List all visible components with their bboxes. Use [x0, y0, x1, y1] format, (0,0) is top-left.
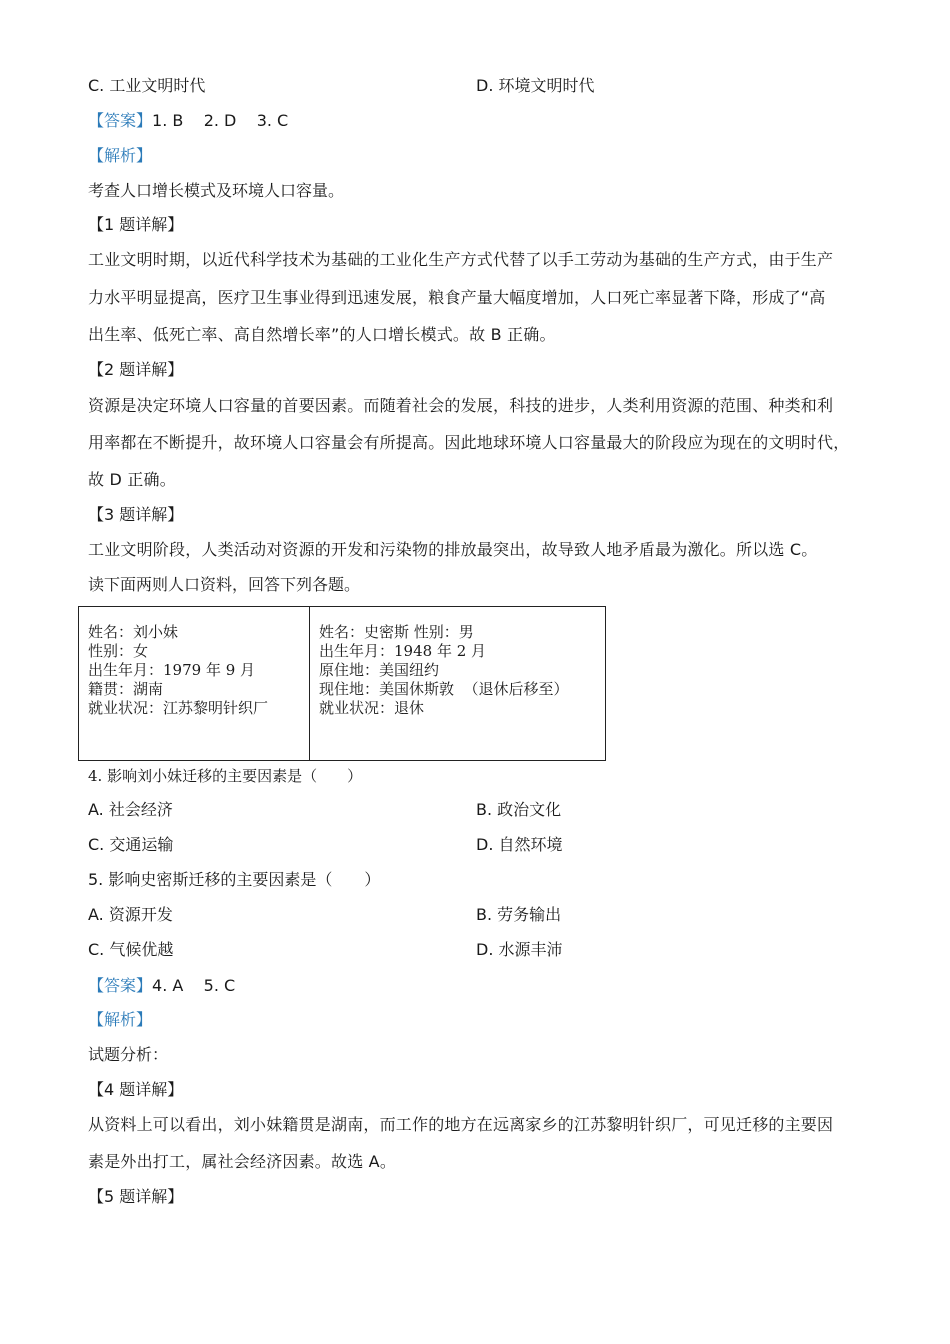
q4-detail-heading: 【4 题详解】: [88, 1080, 184, 1099]
analysis-tag: 【解析】: [88, 1010, 153, 1029]
q4-option-d: D. 自然环境: [476, 835, 563, 854]
q1-heading: 【1 题详解】: [88, 215, 184, 234]
liu-birth: 出生年月：1979 年 9 月: [88, 661, 256, 679]
read-prompt: 读下面两则人口资料，回答下列各题。: [88, 575, 361, 594]
option-d: D. 环境文明时代: [476, 76, 595, 95]
q4-option-b: B. 政治文化: [476, 800, 562, 819]
answer-tag: 【答案】: [88, 976, 153, 995]
q5-option-b: B. 劳务输出: [476, 905, 562, 924]
q1-line: 出生率、低死亡率、高自然增长率”的人口增长模式。故 B 正确。: [88, 325, 556, 344]
q5-option-c: C. 气候优越: [88, 940, 174, 959]
q2-heading: 【2 题详解】: [88, 360, 184, 379]
answer-tag: 【答案】: [88, 111, 153, 130]
answer-text: 1. B 2. D 3. C: [152, 111, 289, 130]
person-smith-cell: [310, 607, 606, 761]
q3-heading: 【3 题详解】: [88, 505, 184, 524]
answer-2: [88, 975, 235, 997]
analysis-tag: 【解析】: [88, 146, 153, 165]
q2-line: 用率都在不断提升，故环境人口容量会有所提高。因此地球环境人口容量最大的阶段应为现在的文明时代，: [88, 433, 850, 452]
q3-line: 工业文明阶段，人类活动对资源的开发和污染物的排放最突出，故导致人地矛盾最为激化。所以选 C。: [88, 540, 818, 559]
smith-origin: 原住地：美国纽约: [319, 661, 440, 679]
population-data-table: [78, 606, 606, 761]
liu-gender: 性别：女: [88, 642, 149, 660]
q5-detail-heading: 【5 题详解】: [88, 1187, 184, 1206]
smith-employment: 就业状况：退休: [319, 699, 425, 717]
liu-name: 姓名：刘小妹: [88, 623, 179, 641]
liu-employment: 就业状况：江苏黎明针织厂: [88, 699, 269, 717]
q4-option-a: A. 社会经济: [88, 800, 173, 819]
q2-line: 资源是决定环境人口容量的首要因素。而随着社会的发展，科技的进步，人类利用资源的范围、种类和利: [88, 396, 834, 415]
person-liu-cell: [79, 607, 310, 761]
q4-option-c: C. 交通运输: [88, 835, 174, 854]
q4-detail-line: 从资料上可以看出，刘小妹籍贯是湖南，而工作的地方在远离家乡的江苏黎明针织厂，可见迁移的主要因: [88, 1115, 834, 1134]
intro-text: 考查人口增长模式及环境人口容量。: [88, 181, 345, 200]
q5-option-d: D. 水源丰沛: [476, 940, 563, 959]
answer-1: [88, 110, 288, 132]
trial-analysis: 试题分析：: [88, 1045, 169, 1064]
q4-detail-line: 素是外出打工，属社会经济因素。故选 A。: [88, 1152, 397, 1171]
q1-line: 工业文明时期，以近代科学技术为基础的工业化生产方式代替了以手工劳动为基础的生产方式，由于生产: [88, 250, 834, 269]
q1-line: 力水平明显提高，医疗卫生事业得到迅速发展，粮食产量大幅度增加，人口死亡率显著下降，形成了“高: [88, 288, 826, 307]
smith-name-gender: 姓名：史密斯 性别：男: [319, 623, 474, 641]
smith-birth: 出生年月：1948 年 2 月: [319, 642, 487, 660]
q4-stem: 4. 影响刘小妹迁移的主要因素是（ ）: [88, 767, 363, 785]
liu-origin: 籍贯：湖南: [88, 680, 164, 698]
q5-option-a: A. 资源开发: [88, 905, 173, 924]
answer-text: 4. A 5. C: [152, 976, 236, 995]
q5-stem: 5. 影响史密斯迁移的主要因素是（ ）: [88, 870, 381, 889]
smith-current: 现住地：美国休斯敦 （退休后移至）: [319, 680, 569, 698]
q2-line: 故 D 正确。: [88, 470, 176, 489]
option-c: C. 工业文明时代: [88, 76, 206, 95]
